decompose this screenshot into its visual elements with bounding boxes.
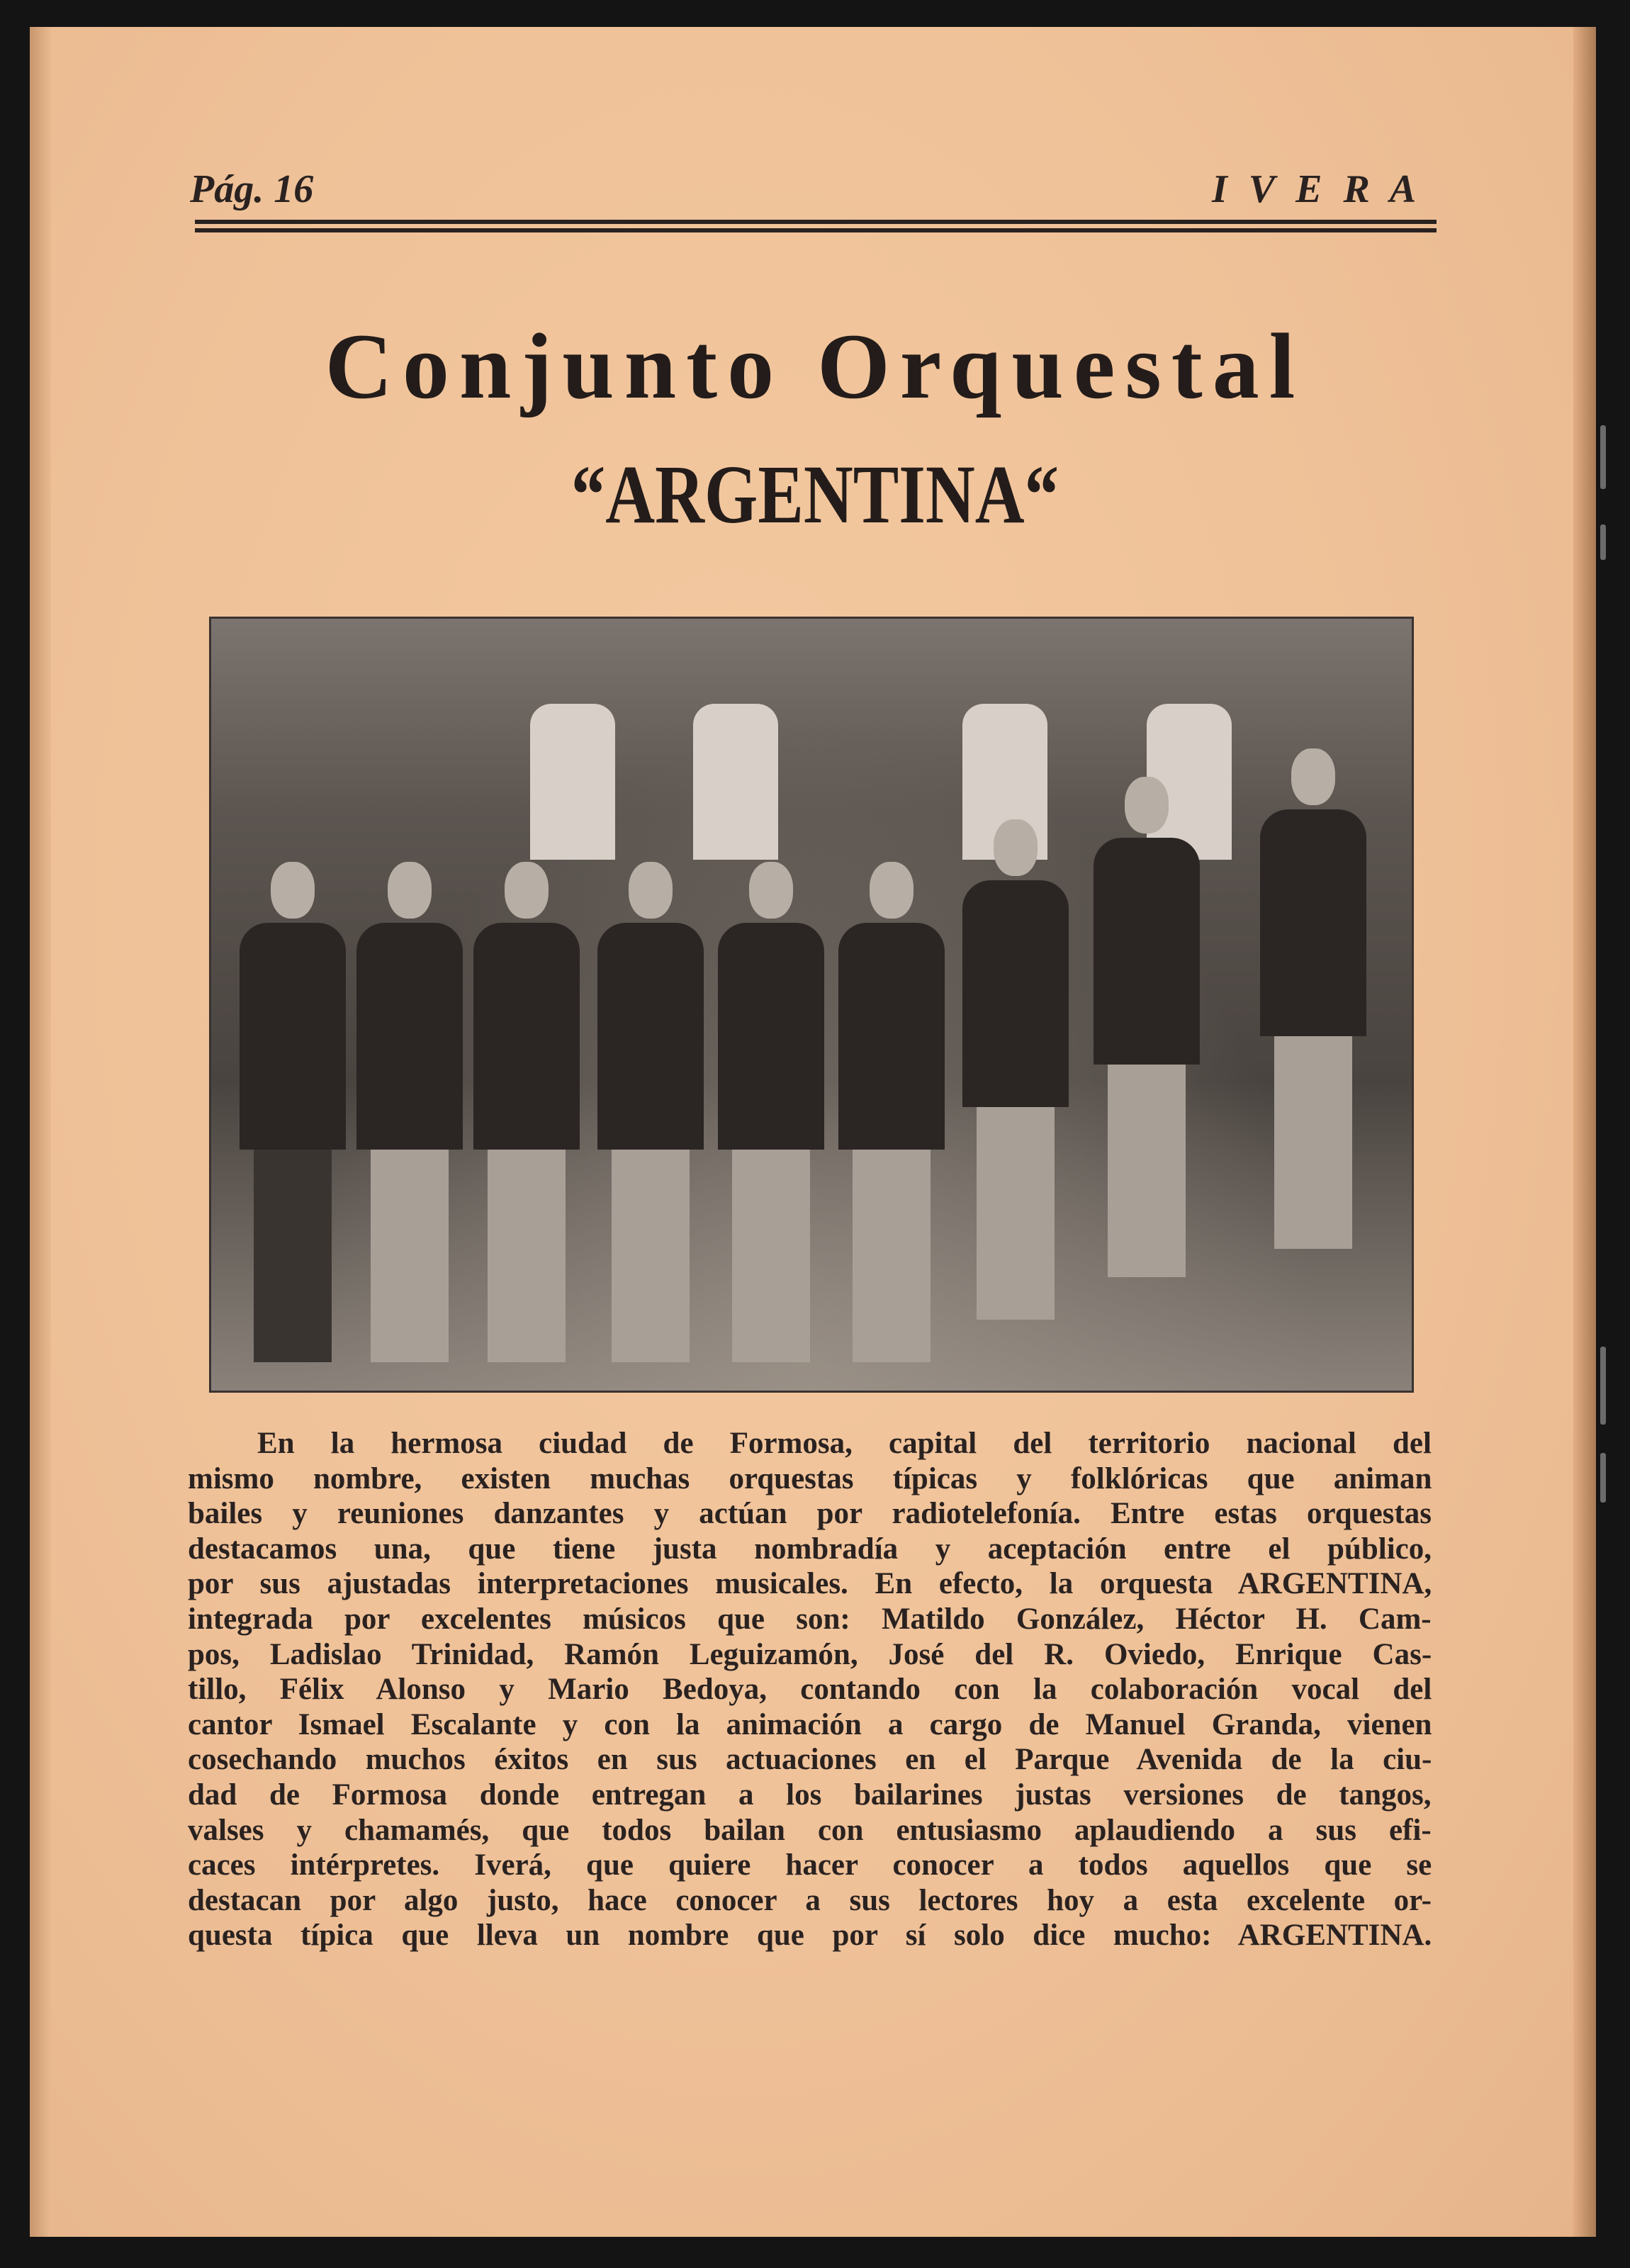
musician: [597, 862, 704, 1362]
header-rule: [195, 220, 1437, 224]
body-line: questa típica que lleva un nombre que por sí solo dice mucho: ARGENTINA.: [188, 1919, 1432, 1953]
musician: [473, 862, 580, 1362]
body-line: dad de Formosa donde entregan a los bailarines justas versiones de tangos,: [188, 1778, 1432, 1812]
page-number: Pág. 16: [190, 167, 314, 211]
body-line: cantor Ismael Escalante y con la animación a cargo de Manuel Granda, vienen: [188, 1707, 1432, 1741]
body-line: destacamos una, que tiene justa nombradía y aceptación entre el público,: [188, 1532, 1432, 1566]
body-line: cosechando muchos éxitos en sus actuaciones en el Parque Avenida de la ciu-: [188, 1743, 1432, 1777]
body-line: destacan por algo justo, hace conocer a sus lectores hoy a esta excelente or-: [188, 1883, 1432, 1917]
musician: [718, 862, 824, 1362]
body-line: integrada por excelentes músicos que son: Matildo González, Héctor H. Cam-: [188, 1602, 1432, 1636]
body-line: En la hermosa ciudad de Formosa, capital del territorio nacional del: [257, 1427, 1432, 1460]
musician: [838, 862, 945, 1362]
orchestra-photo: [209, 617, 1414, 1393]
staple: [1600, 524, 1606, 560]
musician: [1094, 777, 1200, 1277]
body-line: caces intérpretes. Iverá, que quiere hacer conocer a todos aquellos que se: [188, 1848, 1432, 1882]
musician: [356, 862, 463, 1362]
body-line: bailes y reuniones danzantes y actúan por radiotelefonía. Entre estas orquestas: [188, 1497, 1432, 1531]
body-line: valses y chamamés, que todos bailan con entusiasmo aplaudiendo a sus efi-: [188, 1813, 1432, 1847]
staple: [1600, 1347, 1606, 1425]
body-line: por sus ajustadas interpretaciones musicales. En efecto, la orquesta ARGENTINA,: [188, 1567, 1432, 1601]
musician: [1260, 748, 1366, 1249]
body-line: tillo, Félix Alonso y Mario Bedoya, contando con la colaboración vocal del: [188, 1673, 1432, 1707]
body-line: mismo nombre, existen muchas orquestas típicas y folklóricas que animan: [188, 1461, 1432, 1495]
music-stand: [693, 704, 778, 860]
body-line: pos, Ladislao Trinidad, Ramón Leguizamón, José del R. Oviedo, Enrique Cas-: [188, 1637, 1432, 1671]
header-rule: [195, 228, 1437, 232]
article-body: [188, 1426, 1432, 1953]
music-stand: [530, 704, 615, 860]
article-title: Conjunto Orquestal: [325, 314, 1305, 418]
musician: [240, 862, 346, 1362]
staple: [1600, 425, 1606, 489]
staple: [1600, 1453, 1606, 1503]
musician: [962, 819, 1069, 1320]
article-subtitle: “ARGENTINA“: [570, 448, 1060, 541]
magazine-name: I V E R A: [1212, 167, 1422, 211]
